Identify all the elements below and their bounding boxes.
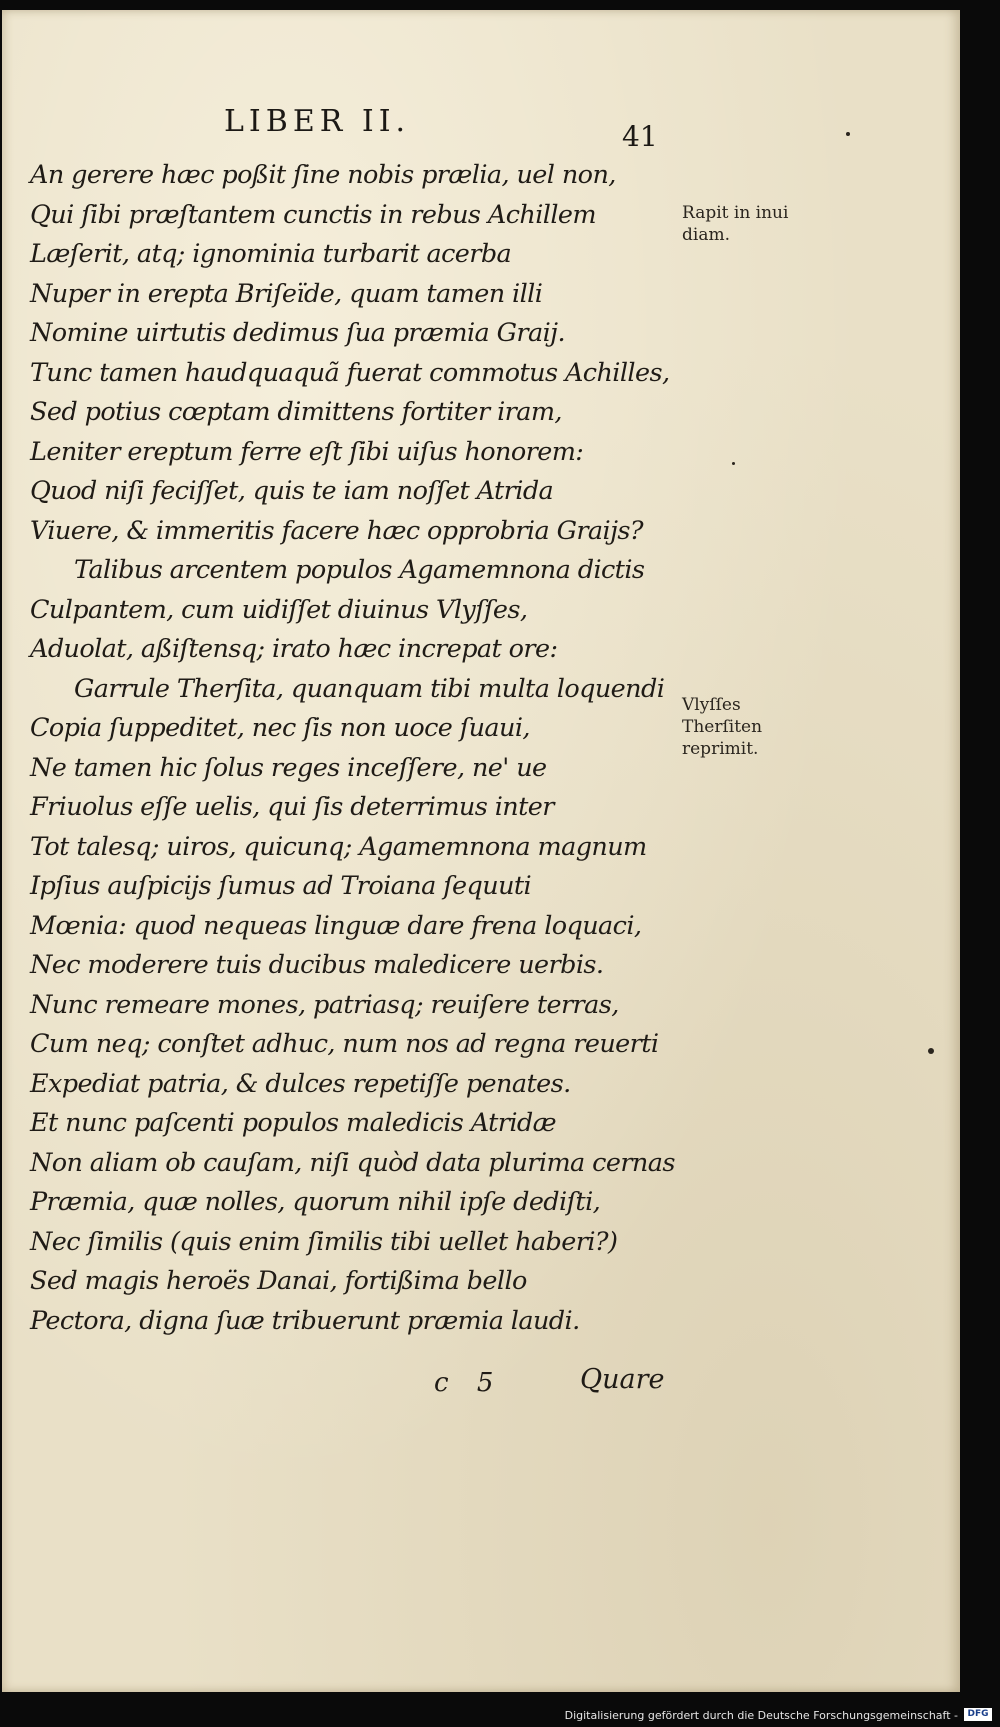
verse-line: Ne tamen hic ſolus reges inceſſere, ne' ue bbox=[30, 752, 547, 783]
ink-speck bbox=[846, 132, 850, 136]
verse-line: Sed magis heroës Danai, fortißima bello bbox=[30, 1266, 527, 1296]
verse-line: Viuere, & immeritis facere hæc opprobria Graijs? bbox=[30, 515, 643, 546]
verse-line: Qui ſibi præſtantem cunctis in rebus Achillem bbox=[30, 199, 596, 230]
verse-line: Mœnia: quod nequeas linguæ dare frena loquaci, bbox=[30, 910, 642, 941]
marginal-note-line: Therſiten bbox=[682, 717, 763, 737]
verse-line: Sed potius cœptam dimittens fortiter iram, bbox=[30, 397, 562, 427]
book-page bbox=[2, 10, 960, 1692]
ink-speck bbox=[732, 462, 735, 465]
verse-line: Præmia, quæ nolles, quorum nihil ipſe dediſti, bbox=[30, 1187, 601, 1217]
verse-text-block bbox=[30, 156, 675, 1341]
catchword: Quare bbox=[580, 1364, 665, 1395]
signature-mark: c 5 bbox=[434, 1368, 504, 1398]
verse-line: Quod niſi feciſſet, quis te iam noſſet Atrida bbox=[30, 476, 554, 506]
verse-line: Pectora, digna ſuæ tribuerunt præmia laudi. bbox=[30, 1305, 580, 1336]
verse-line: Leniter ereptum ferre eſt ſibi uiſus honorem: bbox=[30, 436, 584, 467]
digitization-credit: Digitalisierung gefördert durch die Deutsche Forschungsgemeinschaft - bbox=[564, 1709, 958, 1722]
ink-speck bbox=[928, 1048, 934, 1054]
verse-line: Tunc tamen haudquaquã fuerat commotus Achilles, bbox=[30, 357, 670, 388]
marginal-note-line: Rapit in inui bbox=[682, 203, 789, 223]
page-number: 41 bbox=[622, 120, 658, 153]
verse-line: Copia ſuppeditet, nec ſis non uoce ſuaui, bbox=[30, 713, 530, 743]
verse-line: Cum neq; conſtet adhuc, num nos ad regna reuerti bbox=[30, 1029, 659, 1059]
verse-line: Garrule Therſita, quanquam tibi multa loquendi bbox=[74, 673, 665, 704]
marginal-note-line: diam. bbox=[682, 225, 730, 245]
verse-line: Tot talesq; uiros, quicunq; Agamemnona magnum bbox=[30, 831, 647, 862]
verse-line: Culpantem, cum uidiſſet diuinus Vlyſſes, bbox=[30, 594, 528, 625]
verse-line: Læſerit, atq; ignominia turbarit acerba bbox=[30, 239, 512, 269]
verse-line: Talibus arcentem populos Agamemnona dictis bbox=[74, 555, 645, 585]
verse-line: Nec ſimilis (quis enim ſimilis tibi uellet haberi?) bbox=[30, 1226, 618, 1257]
verse-line: Nuper in erepta Briſeïde, quam tamen illi bbox=[30, 278, 543, 309]
verse-line: Aduolat, aßiſtensq; irato hæc increpat ore: bbox=[30, 634, 558, 664]
verse-line: Et nunc paſcenti populos maledicis Atridæ bbox=[30, 1108, 557, 1138]
marginal-note-ulysses bbox=[682, 694, 762, 760]
marginal-note-envy bbox=[682, 202, 788, 246]
verse-line: Expediat patria, & dulces repetiſſe penates. bbox=[30, 1068, 571, 1099]
verse-line: Non aliam ob cauſam, niſi quòd data plurima cernas bbox=[30, 1147, 675, 1178]
verse-line: An gerere hæc poßit ſine nobis prælia, uel non, bbox=[30, 160, 616, 190]
verse-line: Ipſius auſpicijs ſumus ad Troiana ſequuti bbox=[30, 871, 532, 901]
running-head: LIBER II. bbox=[224, 104, 411, 139]
verse-line: Nunc remeare mones, patriasq; reuiſere terras, bbox=[30, 989, 619, 1020]
verse-line: Friuolus eſſe uelis, qui ſis deterrimus inter bbox=[30, 792, 554, 822]
dfg-logo: DFG bbox=[964, 1708, 992, 1721]
marginal-note-line: Vlyſſes bbox=[682, 695, 741, 715]
verse-line: Nomine uirtutis dedimus ſua præmia Graij. bbox=[30, 318, 565, 348]
marginal-note-line: reprimit. bbox=[682, 739, 759, 759]
verse-line: Nec moderere tuis ducibus maledicere uerbis. bbox=[30, 950, 604, 980]
